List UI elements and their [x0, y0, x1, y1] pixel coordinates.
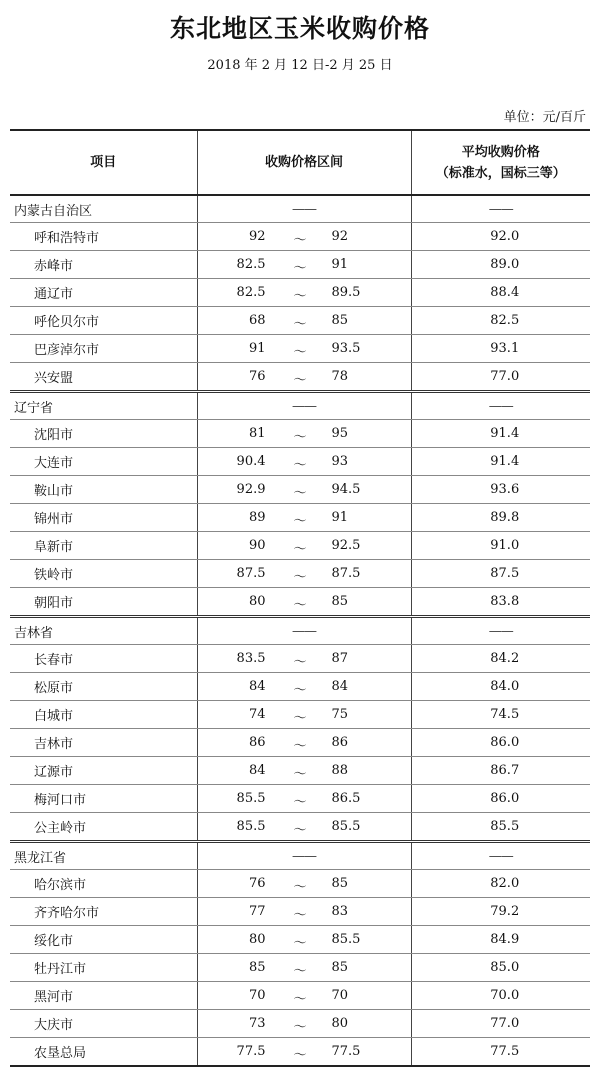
region-name: 辽宁省 [10, 392, 197, 420]
range-low: 70 [248, 988, 266, 1004]
region-row [10, 842, 590, 870]
range-low: 90 [248, 538, 266, 554]
range-low: 82.5 [236, 257, 266, 273]
price-range-cell [197, 476, 411, 504]
table-row [10, 757, 590, 785]
price-range-cell [197, 307, 411, 335]
region-name: 内蒙古自治区 [10, 195, 197, 223]
table-row [10, 673, 590, 701]
header-range: 收购价格区间 [197, 130, 411, 195]
price-range-cell [197, 982, 411, 1010]
range-tilde: ～ [293, 317, 307, 333]
range-tilde: ～ [293, 233, 307, 249]
range-low: 85 [248, 960, 266, 976]
range-high: 95 [331, 426, 349, 442]
city-name: 松原市 [10, 673, 197, 701]
price-range-cell [197, 560, 411, 588]
range-high: 85.5 [331, 819, 361, 835]
range-high: 84 [331, 679, 349, 695]
table-row [10, 335, 590, 363]
avg-price: 89.0 [411, 251, 590, 279]
table-row [10, 729, 590, 757]
avg-price: 86.7 [411, 757, 590, 785]
range-high: 89.5 [331, 285, 361, 301]
city-name: 阜新市 [10, 532, 197, 560]
range-low: 92 [248, 229, 266, 245]
price-range-cell [197, 954, 411, 982]
table-row [10, 813, 590, 842]
range-tilde: ～ [293, 1020, 307, 1036]
range-placeholder: —— [197, 392, 411, 420]
avg-price: 77.0 [411, 363, 590, 392]
range-low: 90.4 [236, 454, 266, 470]
range-placeholder: —— [197, 195, 411, 223]
unit-label: 单位：元/百斤 [503, 110, 586, 125]
range-low: 83.5 [236, 651, 266, 667]
range-low: 85.5 [236, 791, 266, 807]
price-range-cell [197, 223, 411, 251]
range-placeholder: —— [197, 842, 411, 870]
range-high: 93.5 [331, 341, 361, 357]
range-tilde: ～ [293, 936, 307, 952]
table-row [10, 954, 590, 982]
price-table [10, 129, 590, 1067]
range-tilde: ～ [293, 542, 307, 558]
range-high: 85 [331, 876, 349, 892]
table-header [10, 130, 590, 195]
city-name: 吉林市 [10, 729, 197, 757]
price-range-cell [197, 813, 411, 842]
city-name: 大庆市 [10, 1010, 197, 1038]
range-tilde: ～ [293, 373, 307, 389]
city-name: 朝阳市 [10, 588, 197, 617]
range-high: 78 [331, 369, 349, 385]
price-range-cell [197, 448, 411, 476]
city-name: 巴彦淖尔市 [10, 335, 197, 363]
table-row [10, 532, 590, 560]
table-row [10, 1038, 590, 1067]
table-row [10, 926, 590, 954]
city-name: 沈阳市 [10, 420, 197, 448]
city-name: 锦州市 [10, 504, 197, 532]
range-tilde: ～ [293, 823, 307, 839]
range-high: 85 [331, 594, 349, 610]
range-tilde: ～ [293, 430, 307, 446]
city-name: 铁岭市 [10, 560, 197, 588]
avg-price: 93.1 [411, 335, 590, 363]
range-tilde: ～ [293, 992, 307, 1008]
avg-price: 77.0 [411, 1010, 590, 1038]
avg-price: 89.8 [411, 504, 590, 532]
range-tilde: ～ [293, 514, 307, 530]
table-row [10, 223, 590, 251]
range-high: 88 [331, 763, 349, 779]
table-row [10, 420, 590, 448]
range-high: 91 [331, 257, 349, 273]
price-range-cell [197, 729, 411, 757]
date-range-subtitle: 2018 年 2 月 12 日-2 月 25 日 [207, 58, 393, 73]
avg-price: 79.2 [411, 898, 590, 926]
city-name: 梅河口市 [10, 785, 197, 813]
avg-price: 84.2 [411, 645, 590, 673]
price-range-cell [197, 785, 411, 813]
range-tilde: ～ [293, 598, 307, 614]
range-low: 68 [248, 313, 266, 329]
range-high: 75 [331, 707, 349, 723]
city-name: 白城市 [10, 701, 197, 729]
range-low: 84 [248, 763, 266, 779]
range-tilde: ～ [293, 486, 307, 502]
avg-price: 77.5 [411, 1038, 590, 1067]
range-low: 76 [248, 876, 266, 892]
range-low: 92.9 [236, 482, 266, 498]
range-tilde: ～ [293, 683, 307, 699]
range-tilde: ～ [293, 964, 307, 980]
range-high: 85 [331, 960, 349, 976]
range-low: 80 [248, 594, 266, 610]
avg-price: 87.5 [411, 560, 590, 588]
table-row [10, 504, 590, 532]
avg-placeholder: —— [411, 617, 590, 645]
price-range-cell [197, 673, 411, 701]
range-low: 77.5 [236, 1044, 266, 1060]
range-tilde: ～ [293, 1048, 307, 1064]
table-row [10, 588, 590, 617]
city-name: 农垦总局 [10, 1038, 197, 1067]
range-tilde: ～ [293, 289, 307, 305]
region-row [10, 392, 590, 420]
table-row [10, 279, 590, 307]
range-tilde: ～ [293, 880, 307, 896]
table-row [10, 448, 590, 476]
range-low: 91 [248, 341, 266, 357]
range-low: 84 [248, 679, 266, 695]
city-name: 兴安盟 [10, 363, 197, 392]
range-tilde: ～ [293, 570, 307, 586]
avg-price: 91.4 [411, 420, 590, 448]
price-range-cell [197, 532, 411, 560]
city-name: 长春市 [10, 645, 197, 673]
table-row [10, 870, 590, 898]
range-low: 76 [248, 369, 266, 385]
range-low: 87.5 [236, 566, 266, 582]
avg-price: 85.0 [411, 954, 590, 982]
range-high: 86.5 [331, 791, 361, 807]
avg-price: 86.0 [411, 785, 590, 813]
range-high: 83 [331, 904, 349, 920]
avg-price: 70.0 [411, 982, 590, 1010]
price-range-cell [197, 279, 411, 307]
range-low: 73 [248, 1016, 266, 1032]
range-tilde: ～ [293, 795, 307, 811]
range-high: 86 [331, 735, 349, 751]
range-high: 93 [331, 454, 349, 470]
table-row [10, 251, 590, 279]
table-row [10, 1010, 590, 1038]
range-tilde: ～ [293, 739, 307, 755]
city-name: 呼和浩特市 [10, 223, 197, 251]
table-row [10, 785, 590, 813]
price-range-cell [197, 701, 411, 729]
range-high: 87.5 [331, 566, 361, 582]
range-tilde: ～ [293, 711, 307, 727]
avg-price: 86.0 [411, 729, 590, 757]
header-item: 项目 [10, 130, 197, 195]
avg-price: 74.5 [411, 701, 590, 729]
city-name: 黑河市 [10, 982, 197, 1010]
range-tilde: ～ [293, 458, 307, 474]
range-high: 92 [331, 229, 349, 245]
range-low: 81 [248, 426, 266, 442]
price-range-cell [197, 926, 411, 954]
city-name: 牡丹江市 [10, 954, 197, 982]
avg-price: 91.0 [411, 532, 590, 560]
city-name: 绥化市 [10, 926, 197, 954]
price-range-cell [197, 504, 411, 532]
price-range-cell [197, 757, 411, 785]
range-high: 91 [331, 510, 349, 526]
avg-price: 84.0 [411, 673, 590, 701]
table-row [10, 560, 590, 588]
table-row [10, 645, 590, 673]
range-tilde: ～ [293, 767, 307, 783]
avg-placeholder: —— [411, 842, 590, 870]
price-range-cell [197, 363, 411, 392]
avg-placeholder: —— [411, 392, 590, 420]
range-placeholder: —— [197, 617, 411, 645]
range-high: 85 [331, 313, 349, 329]
avg-price: 92.0 [411, 223, 590, 251]
city-name: 赤峰市 [10, 251, 197, 279]
header-avg-line2: （标准水，国标三等） [435, 165, 566, 181]
range-tilde: ～ [293, 908, 307, 924]
avg-price: 82.5 [411, 307, 590, 335]
table-row [10, 307, 590, 335]
range-tilde: ～ [293, 655, 307, 671]
avg-price: 93.6 [411, 476, 590, 504]
price-range-cell [197, 898, 411, 926]
range-high: 87 [331, 651, 349, 667]
range-high: 77.5 [331, 1044, 361, 1060]
table-row [10, 982, 590, 1010]
table-row [10, 476, 590, 504]
page-title: 东北地区玉米收购价格 [169, 14, 430, 43]
city-name: 公主岭市 [10, 813, 197, 842]
range-low: 89 [248, 510, 266, 526]
table-row [10, 898, 590, 926]
range-tilde: ～ [293, 261, 307, 277]
city-name: 呼伦贝尔市 [10, 307, 197, 335]
range-tilde: ～ [293, 345, 307, 361]
avg-price: 82.0 [411, 870, 590, 898]
avg-price: 84.9 [411, 926, 590, 954]
range-high: 80 [331, 1016, 349, 1032]
price-range-cell [197, 1038, 411, 1067]
range-high: 85.5 [331, 932, 361, 948]
price-range-cell [197, 645, 411, 673]
range-low: 85.5 [236, 819, 266, 835]
avg-price: 83.8 [411, 588, 590, 617]
city-name: 齐齐哈尔市 [10, 898, 197, 926]
range-low: 80 [248, 932, 266, 948]
range-low: 74 [248, 707, 266, 723]
avg-price: 91.4 [411, 448, 590, 476]
avg-placeholder: —— [411, 195, 590, 223]
range-low: 82.5 [236, 285, 266, 301]
price-range-cell [197, 251, 411, 279]
region-row [10, 195, 590, 223]
avg-price: 88.4 [411, 279, 590, 307]
region-row [10, 617, 590, 645]
city-name: 通辽市 [10, 279, 197, 307]
price-range-cell [197, 870, 411, 898]
table-body [10, 195, 590, 1066]
price-range-cell [197, 588, 411, 617]
price-range-cell [197, 420, 411, 448]
price-range-cell [197, 335, 411, 363]
city-name: 辽源市 [10, 757, 197, 785]
range-high: 94.5 [331, 482, 361, 498]
price-range-cell [197, 1010, 411, 1038]
table-row [10, 701, 590, 729]
header-avg-line1: 平均收购价格 [461, 144, 540, 160]
city-name: 大连市 [10, 448, 197, 476]
city-name: 哈尔滨市 [10, 870, 197, 898]
range-low: 77 [248, 904, 266, 920]
city-name: 鞍山市 [10, 476, 197, 504]
header-avg [411, 130, 590, 195]
avg-price: 85.5 [411, 813, 590, 842]
range-high: 70 [331, 988, 349, 1004]
range-high: 92.5 [331, 538, 361, 554]
table-row [10, 363, 590, 392]
region-name: 黑龙江省 [10, 842, 197, 870]
range-low: 86 [248, 735, 266, 751]
region-name: 吉林省 [10, 617, 197, 645]
